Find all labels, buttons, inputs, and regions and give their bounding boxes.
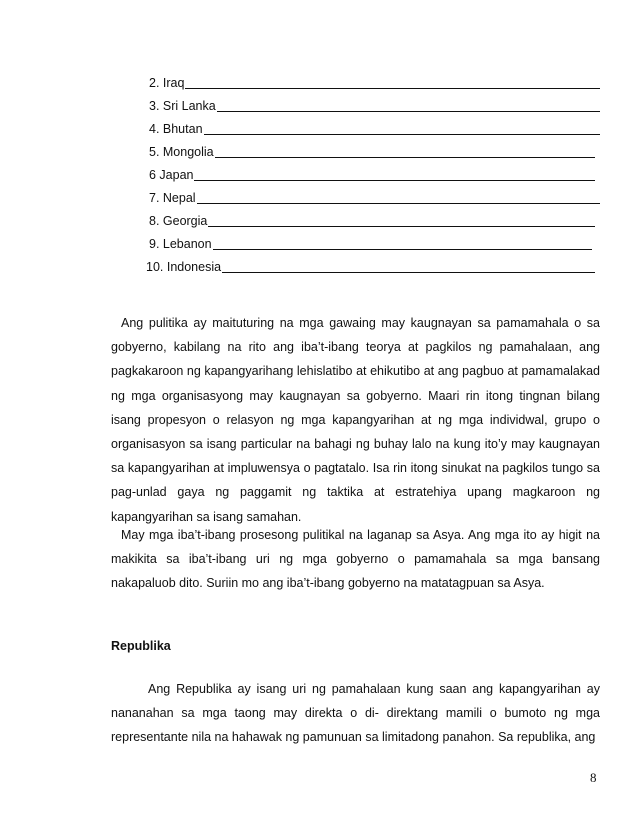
list-item: [149, 186, 600, 206]
list-item-label: 5. Mongolia: [149, 145, 214, 159]
list-item: [149, 94, 600, 114]
answer-line: [185, 88, 600, 89]
answer-line: [194, 180, 595, 181]
list-item: [149, 71, 600, 91]
list-item: [149, 117, 600, 137]
list-item: [149, 140, 595, 160]
answer-line: [213, 249, 592, 250]
answer-line: [222, 272, 595, 273]
list-item: [149, 232, 592, 252]
list-item-label: 6 Japan: [149, 168, 194, 182]
page-number: 8: [590, 770, 597, 785]
paragraph-proseso: May mga iba’t-ibang prosesong pulitikal na laganap sa Asya. Ang mga ito ay higit na makikita sa iba’t-ibang uri ng mga gobyerno o pamamahala sa mga bansang nakapaluob dito. Suriin mo ang iba’t-ibang gobyerno na matatagpuan sa Asya.: [111, 528, 600, 591]
paragraph-republika: Ang Republika ay isang uri ng pamahalaan kung saan ang kapangyarihan ay nananahan sa mga taong may direkta o di- direktang mamili o bumoto ng mga representante nila na hahawak ng pamunuan sa limitadong panahon. Sa republika, ang: [111, 682, 600, 745]
answer-line: [197, 203, 600, 204]
answer-line: [217, 111, 600, 112]
list-item: [149, 209, 595, 229]
list-item: [146, 255, 595, 275]
list-item-label: 4. Bhutan: [149, 122, 203, 136]
list-item-label: 8. Georgia: [149, 214, 208, 228]
answer-line: [215, 157, 595, 158]
answer-line: [204, 134, 600, 135]
answer-line: [208, 226, 595, 227]
list-item-label: 7. Nepal: [149, 191, 196, 205]
paragraph-politika: Ang pulitika ay maituturing na mga gawaing may kaugnayan sa pamamahala o sa gobyerno, kabilang na rito ang iba’t-ibang teorya at pagkilos ng pamahalaan, ang pagkakaroon ng kapangyarihang lehislatibo at ehikutibo at ang pagbuo at pamamalakad ng mga organisasyong may kaugnayan sa gobyerno. Maari rin itong tingnan bilang isang propesyon o relasyon ng mga kapangyarihan at ng mga individwal, grupo o organisasyon sa isang particular na bahagi ng buhay lalo na kung ito’y may kaugnayan sa kapangyarihan at impluwensya o pagtatalo. Isa rin itong sinukat na pagkilos tungo sa pag-unlad gaya ng paggamit ng taktika at estratehiya upang magkaroon ng kapangyarihan sa isang samahan.: [111, 316, 600, 524]
list-item-label: 9. Lebanon: [149, 237, 212, 251]
list-item-label: 3. Sri Lanka: [149, 99, 216, 113]
list-item-label: 10. Indonesia: [146, 260, 222, 274]
section-heading: Republika: [111, 639, 171, 653]
list-item-label: 2. Iraq: [149, 76, 185, 90]
list-item: [149, 163, 595, 183]
